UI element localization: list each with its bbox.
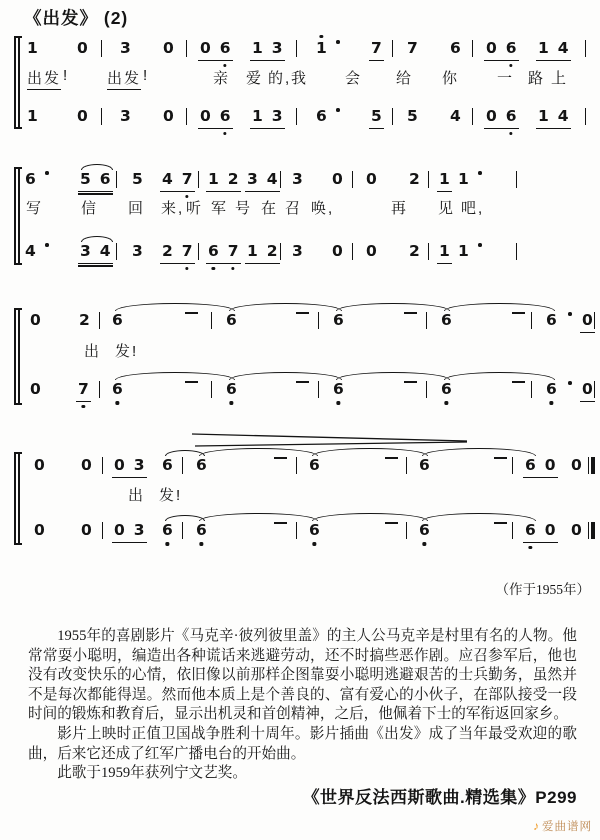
lyric-syllable: 出发 <box>107 67 141 90</box>
note: 6 <box>196 456 207 474</box>
note: 0 <box>332 242 343 260</box>
note: 6 <box>333 311 344 329</box>
tie-arc <box>115 303 235 311</box>
note: 0 <box>30 380 41 398</box>
note: 4 <box>162 170 173 188</box>
lyric-syllable: ! <box>143 67 150 84</box>
beam-group <box>78 171 113 192</box>
lyric-syllable: 路 <box>528 70 546 87</box>
lyric-syllable: 爱 <box>246 70 264 87</box>
lyric-syllable: ! <box>63 67 70 84</box>
note: 6 <box>419 456 430 474</box>
augmentation-dot <box>45 171 49 175</box>
barline <box>352 171 353 188</box>
beam-group <box>112 522 147 543</box>
tie-arc <box>81 164 113 170</box>
barline <box>428 171 429 188</box>
barline <box>318 312 319 329</box>
octave-dot-below <box>230 401 233 404</box>
lyric-syllable: 亲 <box>213 70 231 87</box>
lyric-syllable: 一 <box>497 70 515 87</box>
lyric-syllable: 我 <box>291 70 309 87</box>
barline <box>296 457 297 474</box>
octave-dot-below <box>224 132 227 135</box>
barline <box>585 40 586 57</box>
tie-arc <box>229 372 342 380</box>
beam-group <box>580 312 595 333</box>
barline <box>531 381 532 398</box>
lyric-syllable: 信 <box>81 200 99 217</box>
note: 6 <box>506 40 517 58</box>
barline <box>182 522 183 539</box>
note: 3 <box>132 242 143 260</box>
beam-group <box>484 108 519 129</box>
note: 4 <box>25 242 36 260</box>
duration-dash <box>185 312 198 314</box>
lyric-syllable: 给 <box>396 70 414 87</box>
note: 6 <box>112 311 123 329</box>
barline <box>392 40 393 57</box>
lyric-syllable: 发! <box>115 343 139 360</box>
barline <box>352 243 353 260</box>
note: 0 <box>30 311 41 329</box>
barline <box>99 381 100 398</box>
note: 1 <box>27 107 38 125</box>
lyric-syllable: 见 <box>438 200 456 217</box>
barline <box>594 381 595 398</box>
barline <box>472 40 473 57</box>
lyric-syllable: 召 <box>285 200 303 217</box>
note: 2 <box>79 311 90 329</box>
note: 3 <box>133 456 145 474</box>
note: 5 <box>407 107 418 125</box>
note: 0 <box>163 39 174 57</box>
note: 6 <box>441 381 452 399</box>
note: 6 <box>226 311 237 329</box>
note: 0 <box>163 107 174 125</box>
note: 3 <box>80 242 91 260</box>
duration-dash <box>385 522 398 524</box>
octave-dot-below <box>529 546 532 549</box>
note: 0 <box>114 521 125 539</box>
note: 6 <box>441 311 452 329</box>
barline <box>99 312 100 329</box>
augmentation-dot <box>568 312 572 316</box>
augmentation-dot <box>478 171 482 175</box>
lyric-syllable: 来, <box>161 200 185 217</box>
note: 0 <box>81 521 92 539</box>
barline <box>426 381 427 398</box>
beam-group <box>523 522 558 543</box>
octave-dot-below <box>186 267 189 270</box>
note: 0 <box>366 242 377 260</box>
duration-dash <box>385 457 398 459</box>
beam-group <box>369 108 384 129</box>
note: 3 <box>120 107 131 125</box>
barline <box>512 457 513 474</box>
tie-arc <box>312 448 428 456</box>
note: 0 <box>366 170 377 188</box>
tie-arc <box>422 513 536 521</box>
system4-voice2 <box>0 522 600 541</box>
barline <box>211 312 212 329</box>
note: 6 <box>309 522 320 540</box>
final-barline <box>588 522 595 539</box>
note: 7 <box>182 243 193 261</box>
augmentation-dot <box>336 108 340 112</box>
note: 0 <box>486 39 497 57</box>
note: 6 <box>316 107 327 125</box>
duration-dash <box>274 522 287 524</box>
octave-dot-below <box>313 542 316 545</box>
system3-lyrics <box>0 340 600 360</box>
beam-group <box>536 40 571 61</box>
note: 6 <box>220 108 231 126</box>
tie-arc <box>422 448 536 456</box>
octave-dot-below <box>423 542 426 545</box>
note: 0 <box>332 170 343 188</box>
system1-voice2 <box>0 108 600 127</box>
note: 6 <box>208 243 219 261</box>
note: 3 <box>292 170 303 188</box>
octave-dot-below <box>550 401 553 404</box>
source-reference: 《世界反法西斯歌曲.精选集》P299 <box>302 788 577 807</box>
note: 0 <box>114 456 125 474</box>
octave-dot-below <box>232 267 235 270</box>
beam-group <box>76 381 91 402</box>
octave-dot-below <box>200 542 203 545</box>
note: 6 <box>112 381 123 399</box>
octave-dot-below <box>337 401 340 404</box>
note: 4 <box>557 107 569 125</box>
tie-arc <box>199 448 318 456</box>
beam-group <box>245 171 280 192</box>
note: 4 <box>557 39 569 57</box>
octave-dot-below <box>510 132 513 135</box>
tie-arc <box>229 303 342 311</box>
barline <box>182 457 183 474</box>
barline <box>296 40 297 57</box>
note: 0 <box>582 311 593 329</box>
final-barline <box>588 457 595 474</box>
lyric-syllable: 回 <box>128 200 146 217</box>
note: 2 <box>227 170 239 188</box>
barline <box>585 108 586 125</box>
lyric-syllable: 在 <box>261 200 279 217</box>
duration-dash <box>274 457 287 459</box>
note: 2 <box>409 242 420 260</box>
note: 0 <box>77 107 88 125</box>
note: 2 <box>409 170 420 188</box>
system3-voice2 <box>0 381 600 400</box>
barline <box>406 457 407 474</box>
octave-dot-below <box>82 405 85 408</box>
barline <box>280 171 281 188</box>
beam-group <box>523 457 558 478</box>
tie-arc <box>199 513 318 521</box>
barline <box>472 108 473 125</box>
system4-voice1 <box>0 457 600 476</box>
note: 0 <box>544 521 556 539</box>
lyric-syllable: 军 <box>211 200 229 217</box>
system2-voice1 <box>0 171 600 190</box>
barline <box>392 108 393 125</box>
note: 1 <box>208 170 219 188</box>
augmentation-dot <box>568 381 572 385</box>
barline <box>428 243 429 260</box>
barline <box>318 381 319 398</box>
note: 0 <box>582 380 593 398</box>
octave-dot-below <box>212 267 215 270</box>
barline <box>516 171 517 188</box>
note: 1 <box>439 242 450 260</box>
note: 6 <box>196 522 207 540</box>
lyric-syllable: 你 <box>442 70 460 87</box>
tie-arc <box>444 303 555 311</box>
note: 6 <box>546 311 557 329</box>
octave-dot-above <box>320 35 323 38</box>
barline <box>531 312 532 329</box>
beam-group <box>369 40 384 61</box>
barline <box>296 108 297 125</box>
duration-dash <box>494 457 507 459</box>
duration-dash <box>296 381 309 383</box>
note: 6 <box>162 522 173 540</box>
barline <box>101 108 102 125</box>
annotation-paragraph: 影片上映时正值卫国战争胜利十周年。影片插曲《出发》成了当年最受欢迎的歌曲，后来它还成了红军广播电台的开始曲。 <box>28 725 577 762</box>
duration-dash <box>512 381 525 383</box>
duration-dash <box>185 381 198 383</box>
annotation-paragraph: 此歌于1959年获列宁文艺奖。 <box>57 765 247 782</box>
note: 0 <box>81 456 92 474</box>
lyric-syllable: 会 <box>345 70 363 87</box>
beam-group <box>250 108 285 129</box>
duration-dash <box>512 312 525 314</box>
lyric-syllable: 听 <box>186 200 204 217</box>
barline <box>280 243 281 260</box>
barline <box>102 522 103 539</box>
tie-arc <box>81 236 113 242</box>
lyric-syllable: 的, <box>268 70 292 87</box>
tie-arc <box>336 303 450 311</box>
note: 6 <box>309 456 320 474</box>
beam-group <box>437 171 452 192</box>
tie-arc <box>115 372 235 380</box>
tie-arc <box>336 372 450 380</box>
beam-group <box>250 40 285 61</box>
barline <box>211 381 212 398</box>
system3-voice1 <box>0 312 600 331</box>
music-note-icon: ♪ <box>533 819 540 833</box>
note: 6 <box>25 170 36 188</box>
beam-group <box>112 457 147 478</box>
note: 0 <box>571 521 582 539</box>
page-title: 《出发》 (2) <box>24 8 129 28</box>
note: 5 <box>132 170 143 188</box>
note: 1 <box>538 107 549 125</box>
barline <box>102 457 103 474</box>
barline <box>186 40 187 57</box>
note: 6 <box>162 456 173 474</box>
note: 2 <box>266 242 278 260</box>
system1-voice1 <box>0 40 600 59</box>
note: 7 <box>228 243 239 261</box>
note: 1 <box>27 39 38 57</box>
note: 2 <box>162 242 173 260</box>
octave-dot-below <box>445 401 448 404</box>
note: 5 <box>80 170 91 188</box>
note: 5 <box>371 107 382 125</box>
watermark-label: 爱曲谱网 <box>542 821 592 833</box>
duration-dash <box>296 312 309 314</box>
note: 7 <box>407 39 418 57</box>
augmentation-dot <box>45 243 49 247</box>
system2-lyrics <box>0 197 600 217</box>
barline <box>101 40 102 57</box>
annotation-text <box>28 627 577 784</box>
note: 6 <box>220 40 231 58</box>
lyric-syllable: 发! <box>159 487 183 504</box>
note: 7 <box>78 381 89 399</box>
composition-date: （作于1955年） <box>495 582 590 597</box>
tie-arc <box>444 372 555 380</box>
duration-dash <box>494 522 507 524</box>
annotation-paragraph: 1955年的喜剧影片《马克辛·彼列彼里盖》的主人公马克辛是村里有名的人物。他常常耍小聪明，编造出各种谎话来逃避劳动，还不时搞些恶作剧。应召参军后，他也没有改变快乐的心情，依旧像以前那样企图靠耍小聪明逃避艰苦的士兵勤务，虽然并不是每次都能得逞。然而他本质上是个善良的、富有爱心的小伙子，在部队接受一段时间的锻炼和教育后，显示出机灵和首创精神，之后，他佩着下士的军衔返回家乡。 <box>28 628 577 723</box>
augmentation-dot <box>478 243 482 247</box>
beam-group <box>198 108 233 129</box>
note: 6 <box>525 522 536 540</box>
note: 3 <box>133 521 145 539</box>
note: 6 <box>450 39 461 57</box>
note: 1 <box>439 170 450 188</box>
lyric-syllable: 再 <box>391 200 409 217</box>
note: 0 <box>200 39 211 57</box>
barline <box>116 171 117 188</box>
system4-lyrics <box>0 484 600 504</box>
note: 6 <box>506 108 517 126</box>
note: 3 <box>271 107 283 125</box>
decrescendo-hairpin <box>190 431 472 449</box>
beam-group <box>536 108 571 129</box>
note: 0 <box>571 456 582 474</box>
note: 4 <box>99 242 111 260</box>
lyric-syllable: 出 <box>84 343 102 360</box>
note: 3 <box>247 170 258 188</box>
note: 1 <box>458 170 469 188</box>
note: 1 <box>247 242 258 260</box>
note: 6 <box>226 381 237 399</box>
beam-group <box>580 381 595 402</box>
beam-group <box>484 40 519 61</box>
beam-group <box>160 243 195 264</box>
note: 7 <box>371 39 382 57</box>
beam-group <box>206 171 241 192</box>
note: 6 <box>333 381 344 399</box>
note: 1 <box>458 242 469 260</box>
barline <box>512 522 513 539</box>
barline <box>516 243 517 260</box>
note: 0 <box>200 107 211 125</box>
barline <box>198 243 199 260</box>
barline <box>426 312 427 329</box>
note: 1 <box>316 40 327 58</box>
note: 0 <box>77 39 88 57</box>
note: 3 <box>120 39 131 57</box>
lyric-syllable: 唤, <box>311 200 335 217</box>
beam-group <box>160 171 195 192</box>
beam-group <box>198 40 233 61</box>
lyric-syllable: 上 <box>551 70 569 87</box>
note: 6 <box>99 170 111 188</box>
note: 6 <box>419 522 430 540</box>
lyric-syllable: 写 <box>26 200 44 217</box>
beam-group <box>437 243 452 264</box>
lyric-syllable: 号 <box>235 200 253 217</box>
note: 3 <box>292 242 303 260</box>
beam-group <box>245 243 280 264</box>
note: 0 <box>34 521 45 539</box>
note: 4 <box>266 170 278 188</box>
barline <box>296 522 297 539</box>
beam-group <box>206 243 241 264</box>
barline <box>186 108 187 125</box>
note: 3 <box>271 39 283 57</box>
duration-dash <box>404 381 417 383</box>
system1-lyrics <box>0 67 600 87</box>
octave-dot-below <box>116 401 119 404</box>
beam-group <box>78 243 113 264</box>
note: 0 <box>34 456 45 474</box>
lyric-syllable: 出发 <box>27 67 61 90</box>
note: 6 <box>546 381 557 399</box>
barline <box>594 312 595 329</box>
barline <box>406 522 407 539</box>
note: 0 <box>486 107 497 125</box>
watermark <box>533 818 592 834</box>
duration-dash <box>404 312 417 314</box>
augmentation-dot <box>336 40 340 44</box>
octave-dot-below <box>166 542 169 545</box>
note: 4 <box>450 107 461 125</box>
note: 7 <box>182 171 193 189</box>
note: 1 <box>252 107 263 125</box>
note: 6 <box>525 456 536 474</box>
system2-voice2 <box>0 243 600 262</box>
note: 1 <box>252 39 263 57</box>
lyric-syllable: 吧, <box>461 200 485 217</box>
note: 0 <box>544 456 556 474</box>
note: 1 <box>538 39 549 57</box>
tie-arc <box>312 513 428 521</box>
barline <box>198 171 199 188</box>
lyric-syllable: 出 <box>128 487 146 504</box>
barline <box>116 243 117 260</box>
